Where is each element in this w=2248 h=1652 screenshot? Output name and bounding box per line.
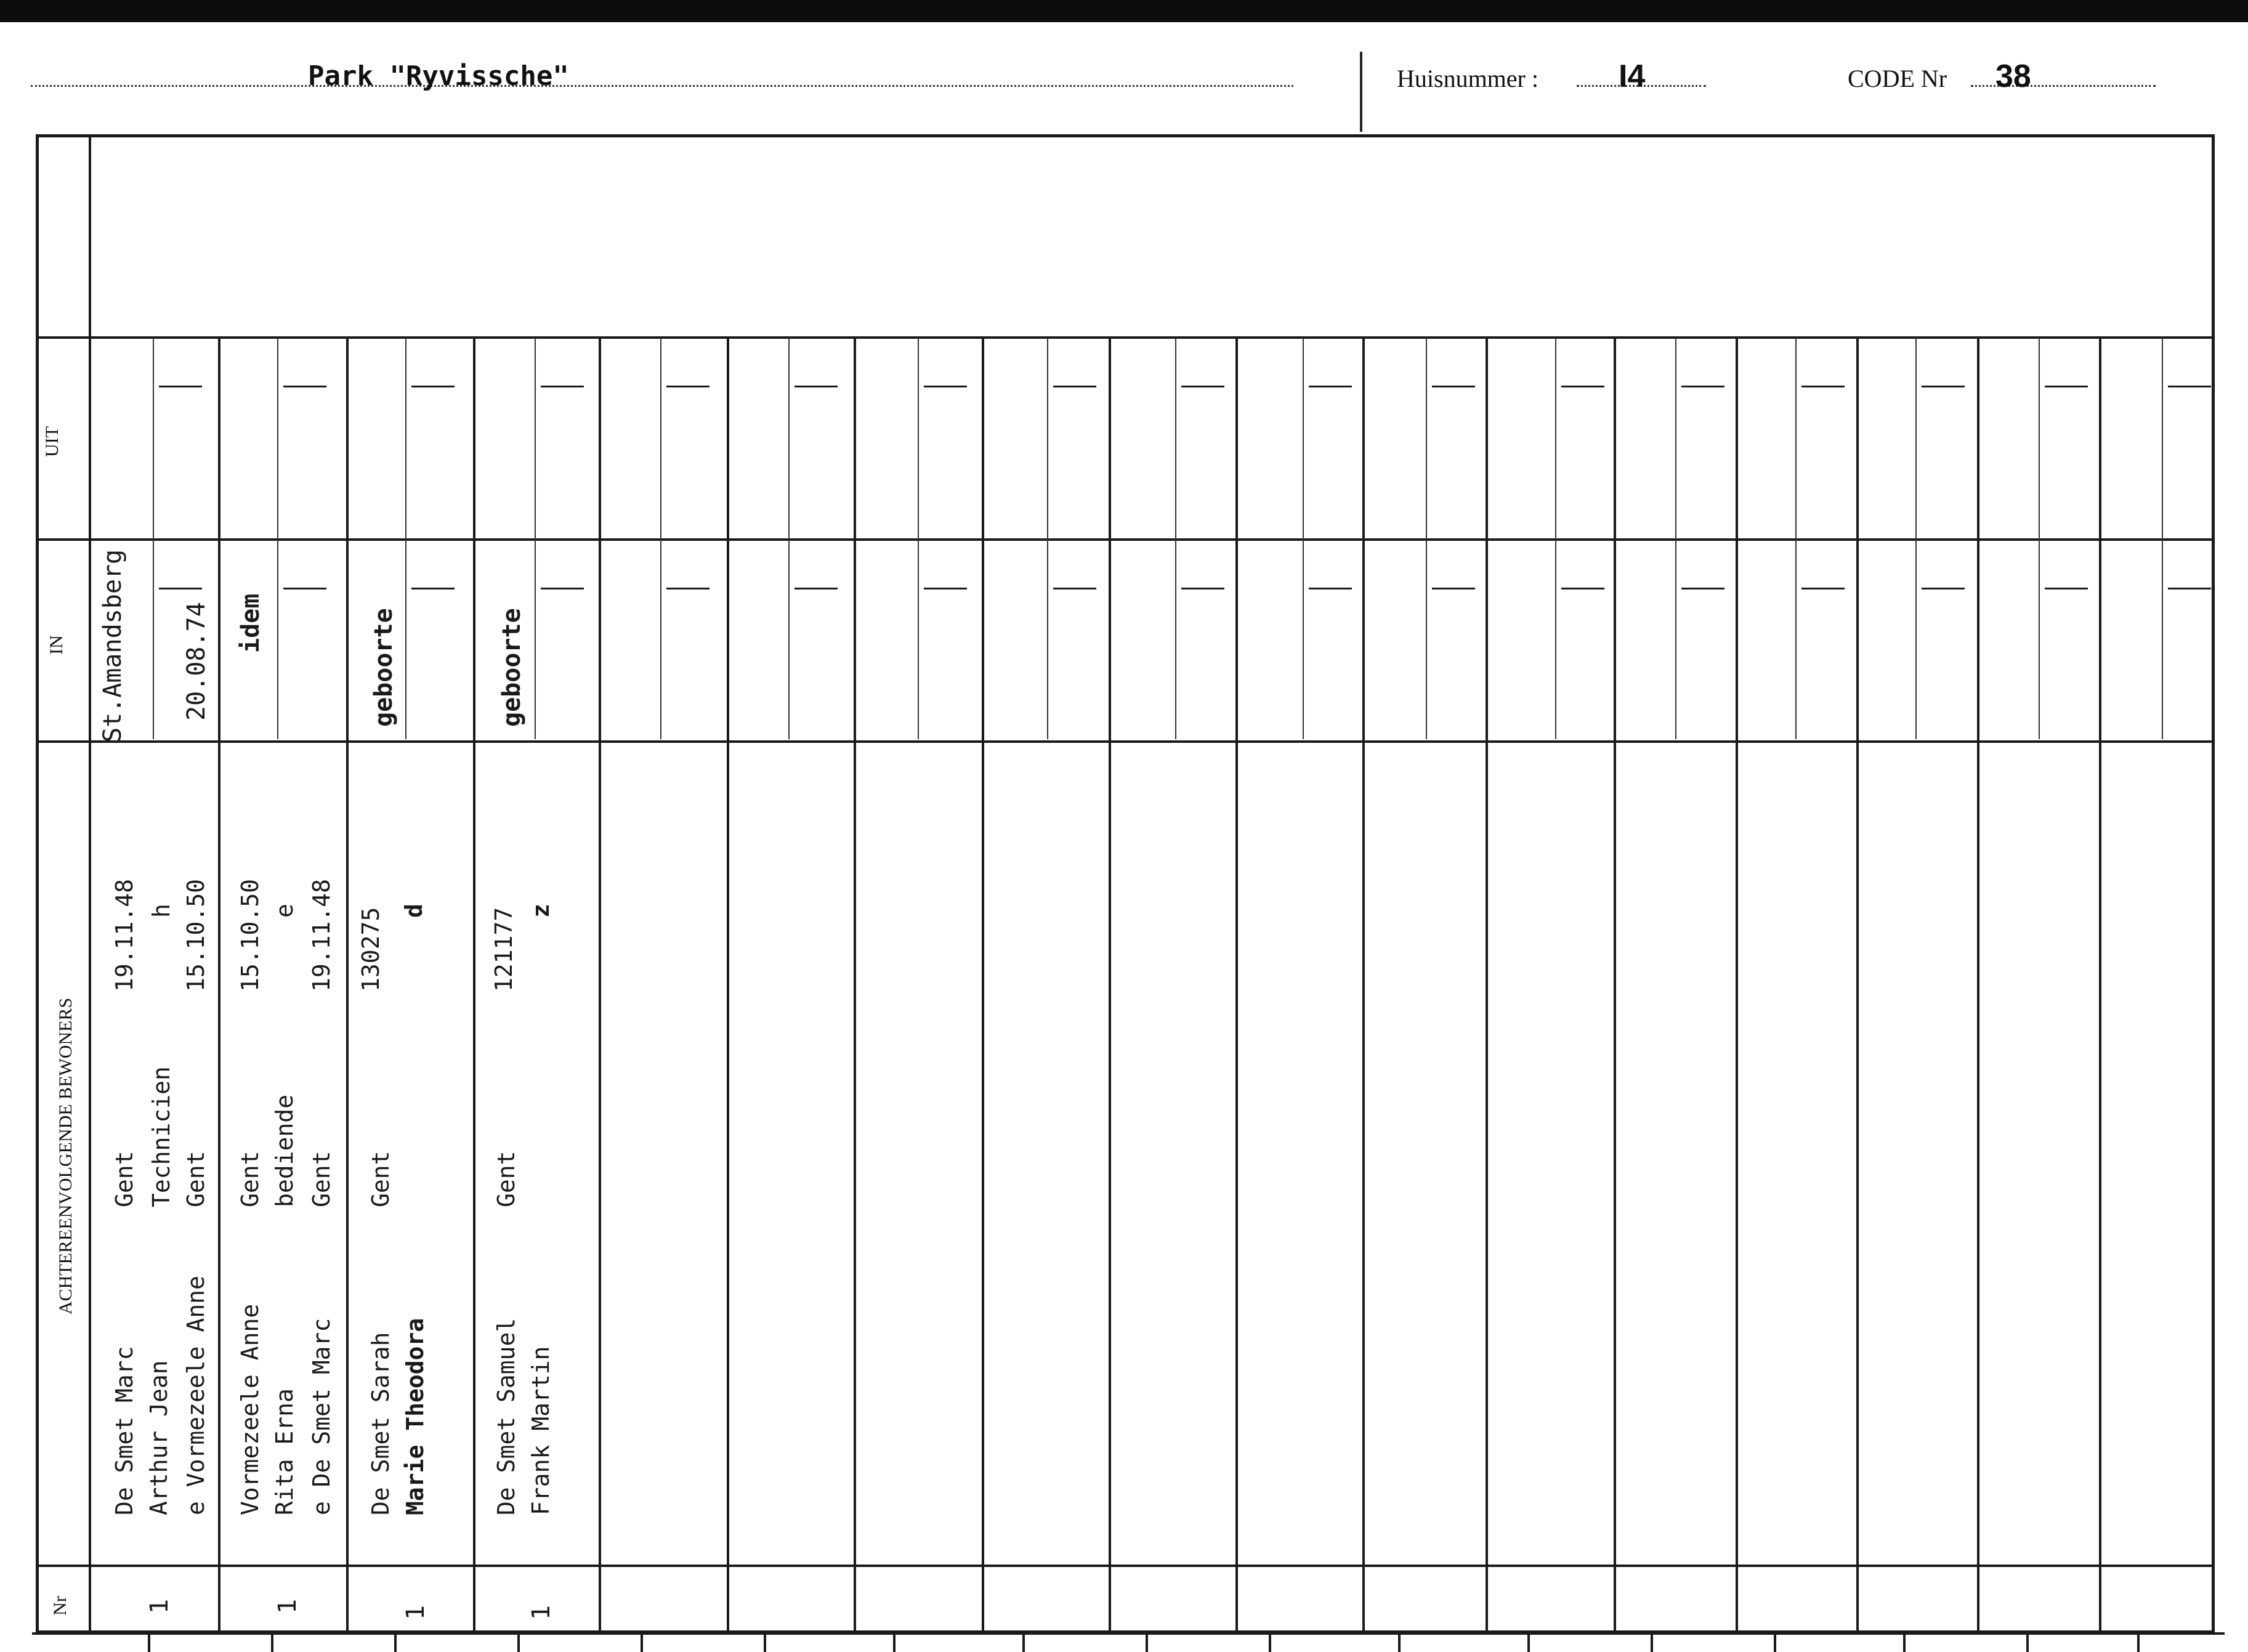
column-divider bbox=[1486, 336, 1488, 1634]
sub-column-divider bbox=[918, 338, 919, 739]
row-divider-uit-in bbox=[36, 538, 2215, 541]
column-divider bbox=[599, 336, 601, 1634]
entry-4-in: geboorte bbox=[498, 608, 526, 727]
register-table bbox=[36, 134, 2215, 1634]
bottom-strip-tick bbox=[517, 1634, 520, 1652]
empty-uit-dash bbox=[924, 386, 967, 387]
empty-in-dash bbox=[924, 588, 967, 589]
bottom-strip-tick bbox=[1527, 1634, 1530, 1652]
code-number-value: 38 bbox=[1995, 59, 2031, 94]
sub-column-divider bbox=[1675, 338, 1676, 739]
entry-3-place-1: Gent bbox=[367, 1151, 394, 1207]
entry-3-date-2: d bbox=[400, 904, 427, 918]
row-label-uit: UIT bbox=[41, 426, 62, 457]
bottom-strip-tick bbox=[271, 1634, 273, 1652]
sub-column-divider bbox=[405, 338, 406, 739]
bottom-strip-line bbox=[32, 1632, 2225, 1635]
entry-1-nr: 1 bbox=[145, 1598, 174, 1614]
sub-column-divider bbox=[153, 338, 154, 739]
entry-3-resident-line-2: Marie Theodora bbox=[402, 1318, 429, 1515]
entry-3-resident-line-1: De Smet Sarah bbox=[367, 1332, 394, 1515]
empty-uit-dash bbox=[159, 386, 202, 387]
sub-column-divider bbox=[1303, 338, 1304, 739]
entry-1-place-2: Technicien bbox=[148, 1066, 175, 1207]
empty-uit-dash bbox=[1432, 386, 1475, 387]
empty-uit-dash bbox=[1181, 386, 1224, 387]
entry-1-place-1: Gent bbox=[111, 1151, 138, 1207]
bottom-strip-tick bbox=[2137, 1634, 2140, 1652]
column-divider bbox=[982, 336, 984, 1634]
house-number-value: I4 bbox=[1619, 59, 1646, 94]
entry-3-nr: 1 bbox=[402, 1605, 430, 1620]
empty-uit-dash bbox=[1309, 386, 1352, 387]
entry-2-in: idem bbox=[237, 593, 265, 653]
bottom-strip-tick bbox=[2026, 1634, 2029, 1652]
entry-2-resident-line-1: Vormezeele Anne bbox=[237, 1303, 264, 1515]
street-name: Park "Ryvissche" bbox=[308, 60, 569, 92]
column-divider bbox=[1736, 336, 1738, 1634]
sub-column-divider bbox=[1795, 338, 1797, 739]
bottom-strip-tick bbox=[641, 1634, 643, 1652]
code-label: CODE Nr bbox=[1848, 65, 1947, 92]
bottom-strip-tick bbox=[1398, 1634, 1401, 1652]
column-divider bbox=[1362, 336, 1365, 1634]
label-column-divider bbox=[89, 134, 91, 1634]
entry-4-date-2: z bbox=[527, 904, 554, 918]
sub-column-divider bbox=[535, 338, 536, 739]
bottom-strip-tick bbox=[394, 1634, 397, 1652]
empty-uit-dash bbox=[541, 386, 584, 387]
entry-1-date-3: 15.10.50 bbox=[182, 878, 209, 992]
entry-1-date-1: 19.11.48 bbox=[111, 878, 138, 992]
street-dotted-line bbox=[31, 85, 1293, 87]
row-divider-in-bewoners bbox=[36, 740, 2215, 743]
empty-in-dash bbox=[1181, 588, 1224, 589]
empty-in-dash bbox=[159, 588, 202, 589]
sub-column-divider bbox=[660, 338, 661, 739]
entry-1-resident-line-2: Arthur Jean bbox=[145, 1360, 172, 1515]
empty-in-dash bbox=[1681, 588, 1724, 589]
entry-1-place-3: Gent bbox=[182, 1151, 209, 1207]
empty-in-dash bbox=[1561, 588, 1604, 589]
empty-in-dash bbox=[666, 588, 710, 589]
bottom-strip-tick bbox=[1146, 1634, 1148, 1652]
empty-in-dash bbox=[2045, 588, 2088, 589]
empty-uit-dash bbox=[1681, 386, 1724, 387]
entry-1-resident-line-1: De Smet Marc bbox=[111, 1346, 138, 1515]
empty-in-dash bbox=[1432, 588, 1475, 589]
empty-in-dash bbox=[794, 588, 838, 589]
entry-3-in: geboorte bbox=[370, 608, 398, 727]
column-divider bbox=[218, 336, 220, 1634]
entry-2-nr: 1 bbox=[273, 1598, 302, 1614]
bottom-strip-tick bbox=[764, 1634, 766, 1652]
empty-in-dash bbox=[1922, 588, 1965, 589]
empty-in-dash bbox=[541, 588, 584, 589]
entry-4-place-1: Gent bbox=[493, 1151, 520, 1207]
entry-2-place-1: Gent bbox=[237, 1151, 264, 1207]
sub-column-divider bbox=[2162, 338, 2163, 739]
column-divider bbox=[346, 336, 349, 1634]
entry-1-in-origin: St.Amandsberg bbox=[99, 549, 127, 742]
bottom-strip-tick bbox=[1903, 1634, 1906, 1652]
empty-uit-dash bbox=[1053, 386, 1096, 387]
empty-uit-dash bbox=[1922, 386, 1965, 387]
column-divider bbox=[727, 336, 729, 1634]
empty-uit-dash bbox=[666, 386, 710, 387]
sub-column-divider bbox=[788, 338, 790, 739]
column-divider bbox=[854, 336, 856, 1634]
sub-column-divider bbox=[2039, 338, 2040, 739]
column-divider bbox=[1109, 336, 1111, 1634]
entry-2-resident-line-3: e De Smet Marc bbox=[308, 1318, 335, 1515]
entry-4-nr: 1 bbox=[527, 1605, 556, 1620]
column-divider bbox=[2099, 336, 2101, 1634]
entry-3-date-1: 130275 bbox=[357, 907, 384, 992]
column-divider bbox=[1856, 336, 1859, 1634]
sub-column-divider bbox=[1915, 338, 1917, 739]
entry-2-resident-line-2: Rita Erna bbox=[271, 1388, 298, 1515]
sub-column-divider bbox=[1175, 338, 1176, 739]
column-divider bbox=[1977, 336, 1979, 1634]
entry-1-in-date: 20.08.74 bbox=[182, 602, 211, 721]
empty-in-dash bbox=[411, 588, 455, 589]
header-separator bbox=[1360, 52, 1362, 132]
bottom-strip-tick bbox=[148, 1634, 150, 1652]
bottom-strip-tick bbox=[1774, 1634, 1776, 1652]
sub-column-divider bbox=[1426, 338, 1427, 739]
column-divider bbox=[473, 336, 475, 1634]
row-label-bewoners: ACHTEREENVOLGENDE BEWONERS bbox=[55, 997, 76, 1315]
scan-top-border bbox=[0, 0, 2248, 22]
empty-in-dash bbox=[283, 588, 326, 589]
empty-uit-dash bbox=[1561, 386, 1604, 387]
entry-4-date-1: 121177 bbox=[490, 907, 517, 992]
empty-uit-dash bbox=[411, 386, 455, 387]
empty-in-dash bbox=[1801, 588, 1845, 589]
empty-uit-dash bbox=[794, 386, 838, 387]
entry-2-place-2: bediende bbox=[271, 1094, 298, 1207]
column-divider bbox=[1614, 336, 1616, 1634]
entry-2-place-3: Gent bbox=[308, 1151, 335, 1207]
empty-uit-dash bbox=[2168, 386, 2211, 387]
empty-uit-dash bbox=[1801, 386, 1845, 387]
entry-1-date-2: h bbox=[148, 904, 175, 918]
empty-uit-dash bbox=[2045, 386, 2088, 387]
sub-column-divider bbox=[277, 338, 278, 739]
empty-uit-dash bbox=[283, 386, 326, 387]
row-label-in: IN bbox=[46, 635, 67, 655]
sub-column-divider bbox=[1555, 338, 1556, 739]
column-divider bbox=[1235, 336, 1238, 1634]
entry-4-resident-line-1: De Smet Samuel bbox=[493, 1318, 520, 1515]
sub-column-divider bbox=[1047, 338, 1048, 739]
empty-in-dash bbox=[1053, 588, 1096, 589]
entry-2-date-1: 15.10.50 bbox=[237, 878, 264, 992]
bottom-strip-tick bbox=[893, 1634, 896, 1652]
entry-2-date-2: e bbox=[271, 904, 298, 918]
row-label-nr: Nr bbox=[49, 1596, 70, 1616]
entry-2-date-3: 19.11.48 bbox=[308, 878, 335, 992]
row-divider-bewoners-nr bbox=[36, 1565, 2215, 1567]
bottom-strip-tick bbox=[1022, 1634, 1025, 1652]
empty-in-dash bbox=[2168, 588, 2211, 589]
entry-4-resident-line-2: Frank Martin bbox=[527, 1346, 554, 1515]
house-number-label: Huisnummer : bbox=[1397, 65, 1538, 92]
bottom-strip-tick bbox=[1269, 1634, 1271, 1652]
entry-1-resident-line-3: e Vormezeele Anne bbox=[182, 1276, 209, 1515]
bottom-strip-tick bbox=[1651, 1634, 1653, 1652]
row-divider-top bbox=[36, 336, 2215, 339]
empty-in-dash bbox=[1309, 588, 1352, 589]
